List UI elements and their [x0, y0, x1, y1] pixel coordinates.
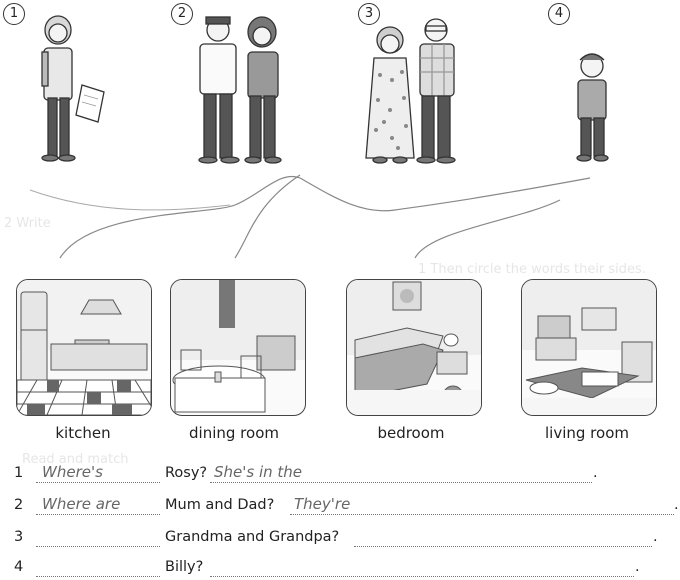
people-illustration	[0, 0, 680, 260]
room-label-living-room: living room	[545, 424, 629, 442]
exercise-line-1	[0, 462, 680, 486]
dining-room-picture	[170, 279, 306, 416]
living-room-picture	[521, 279, 657, 416]
answer-blank[interactable]	[36, 546, 160, 547]
full-stop: .	[674, 497, 679, 513]
figure-number-1: 1	[3, 3, 25, 25]
show-through-text: Read and match	[22, 452, 129, 467]
show-through-text: 1 Then circle the words their sides.	[418, 262, 646, 277]
matching-line	[60, 176, 395, 258]
full-stop: .	[635, 559, 640, 575]
handwritten-answer: They're	[294, 495, 351, 513]
answer-blank[interactable]	[36, 514, 160, 515]
question-text: Mum and Dad?	[165, 497, 275, 513]
figure-number-4: 4	[548, 3, 570, 25]
answer-blank[interactable]	[210, 482, 592, 483]
figure-number-2: 2	[171, 3, 193, 25]
handwritten-answer: Where's	[42, 463, 103, 481]
question-text: Rosy?	[165, 465, 208, 481]
grandma-figure	[366, 27, 414, 163]
full-stop: .	[653, 529, 658, 545]
girl-figure	[42, 16, 104, 161]
exercise-line-3	[0, 526, 680, 550]
answer-blank[interactable]	[36, 482, 160, 483]
matching-line	[30, 190, 230, 210]
kitchen-picture	[16, 279, 152, 416]
room-label-bedroom: bedroom	[377, 424, 445, 442]
question-text: Billy?	[165, 559, 204, 575]
line-number: 1	[14, 465, 24, 481]
grandpa-figure	[417, 19, 455, 163]
dad-figure	[199, 17, 239, 163]
answer-blank[interactable]	[36, 576, 160, 577]
figure-number-3: 3	[358, 3, 380, 25]
answer-blank[interactable]	[210, 576, 634, 577]
mum-figure	[245, 17, 281, 163]
handwritten-answer: She's in the	[214, 463, 303, 481]
question-text: Grandma and Grandpa?	[165, 529, 340, 545]
matching-line	[395, 178, 590, 210]
room-label-dining-room: dining room	[189, 424, 279, 442]
room-label-kitchen: kitchen	[55, 424, 111, 442]
answer-blank[interactable]	[290, 514, 674, 515]
bedroom-picture	[346, 279, 482, 416]
full-stop: .	[593, 465, 598, 481]
line-number: 4	[14, 559, 24, 575]
exercise-line-2	[0, 494, 680, 518]
line-number: 3	[14, 529, 24, 545]
handwritten-answer: Where are	[42, 495, 121, 513]
answer-blank[interactable]	[354, 546, 652, 547]
exercise-line-4	[0, 556, 680, 580]
boy-figure	[577, 54, 608, 161]
line-number: 2	[14, 497, 24, 513]
show-through-text: 2 Write	[4, 216, 51, 231]
matching-line	[235, 175, 300, 258]
matching-line	[415, 200, 560, 258]
